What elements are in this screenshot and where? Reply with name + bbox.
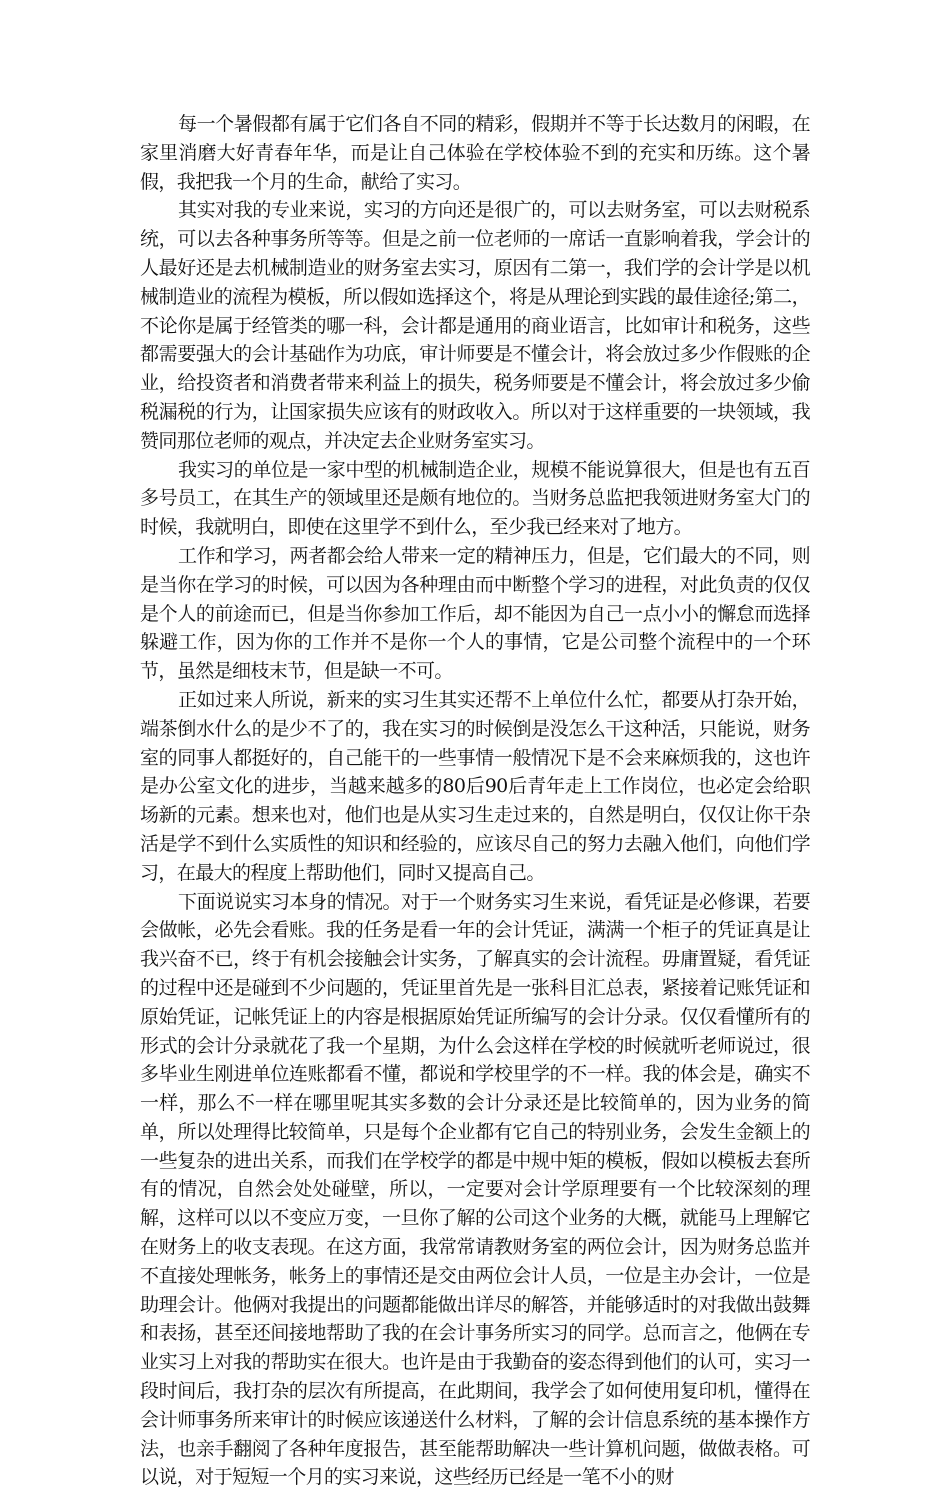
paragraph: 下面说说实习本身的情况。对于一个财务实习生来说，看凭证是必修课，若要会做帐，必先会看账。我的任务是看一年的会计凭证，满满一个柜子的凭证真是让我兴奋不已，终于有机会接触会计实务，了解真实的会计流程。毋庸置疑，看凭证的过程中还是碰到不少问题的，凭证里首先是一张科目汇总表，紧接着记账凭证和原始凭证，记帐凭证上的内容是根据原始凭证所编写的会计分录。仅仅看懂所有的形式的会计分录就花了我一个星期，为什么会这样在学校的时候就听老师说过，很多毕业生刚进单位连账都看不懂，都说和学校里学的不一样。我的体会是，确实不一样，那么不一样在哪里呢其实多数的会计分录还是比较简单的，因为业务的简单，所以处理得比较简单，只是每个企业都有它自己的特别业务，会发生金额上的一些复杂的进出关系，而我们在学校学的都是中规中矩的模板，假如以模板去套所有的情况，自然会处处碰壁，所以，一定要对会计学原理要有一个比较深刻的理解，这样可以以不变应万变，一旦你了解的公司这个业务的大概，就能马上理解它在财务上的收支表现。在这方面，我常常请教财务室的两位会计，因为财务总监并不直接处理帐务，帐务上的事情还是交由两位会计人员，一位是主办会计，一位是助理会计。他俩对我提出的问题都能做出详尽的解答，并能够适时的对我做出鼓舞和表扬，甚至还间接地帮助了我的在会计事务所实习的同学。总而言之，他俩在专业实习上对我的帮助实在很大。也许是由于我勤奋的姿态得到他们的认可，实习一段时间后，我打杂的层次有所提高，在此期间，我学会了如何使用复印机，懂得在会计师事务所来审计的时候应该递送什么材料，了解的会计信息系统的基本操作方法，也亲手翻阅了各种年度报告，甚至能帮助解决一些计算机问题，做做表格。可以说，对于短短一个月的实习来说，这些经历已经是一笔不小的财: [140, 890, 810, 1489]
paragraph: 其实对我的专业来说，实习的方向还是很广的，可以去财务室，可以去财税系统，可以去各种事务所等等。但是之前一位老师的一席话一直影响着我，学会计的人最好还是去机械制造业的财务室去实习，原因有二第一，我们学的会计学是以机械制造业的流程为模板，所以假如选择这个，将是从理论到实践的最佳途径;第二，不论你是属于经管类的哪一科，会计都是通用的商业语言，比如审计和税务，这些都需要强大的会计基础作为功底，审计师要是不懂会计，将会放过多少作假账的企业，给投资者和消费者带来利益上的损失，税务师要是不懂会计，将会放过多少偷税漏税的行为，让国家损失应该有的财政收入。所以对于这样重要的一块领域，我赞同那位老师的观点，并决定去企业财务室实习。: [140, 199, 810, 452]
paragraph: 我实习的单位是一家中型的机械制造企业，规模不能说算很大，但是也有五百多号员工，在其生产的领域里还是颇有地位的。当财务总监把我领进财务室大门的时候，我就明白，即使在这里学不到什么，至少我已经来对了地方。: [140, 458, 810, 539]
document-body: [140, 110, 810, 1492]
paragraph: 每一个暑假都有属于它们各自不同的精彩，假期并不等于长达数月的闲暇，在家里消磨大好青春年华，而是让自己体验在学校体验不到的充实和历练。这个暑假，我把我一个月的生命，献给了实习。: [140, 113, 810, 193]
paragraph: 正如过来人所说，新来的实习生其实还帮不上单位什么忙，都要从打杂开始，端茶倒水什么的是少不了的，我在实习的时候倒是没怎么干这种活，只能说，财务室的同事人都挺好的，自己能干的一些事情一般情况下是不会来麻烦我的，这也许是办公室文化的进步，当越来越多的80后90后青年走上工作岗位，也必定会给职场新的元素。想来也对，他们也是从实习生走过来的，自然是明白，仅仅让你干杂活是学不到什么实质性的知识和经验的，应该尽自己的努力去融入他们，向他们学习，在最大的程度上帮助他们，同时又提高自己。: [140, 688, 810, 884]
paragraph: 工作和学习，两者都会给人带来一定的精神压力，但是，它们最大的不同，则是当你在学习的时候，可以因为各种理由而中断整个学习的进程，对此负责的仅仅是个人的前途而已，但是当你参加工作后，却不能因为自己一点小小的懈怠而选择躲避工作，因为你的工作并不是你一个人的事情，它是公司整个流程中的一个环节，虽然是细枝末节，但是缺一不可。: [140, 544, 810, 683]
